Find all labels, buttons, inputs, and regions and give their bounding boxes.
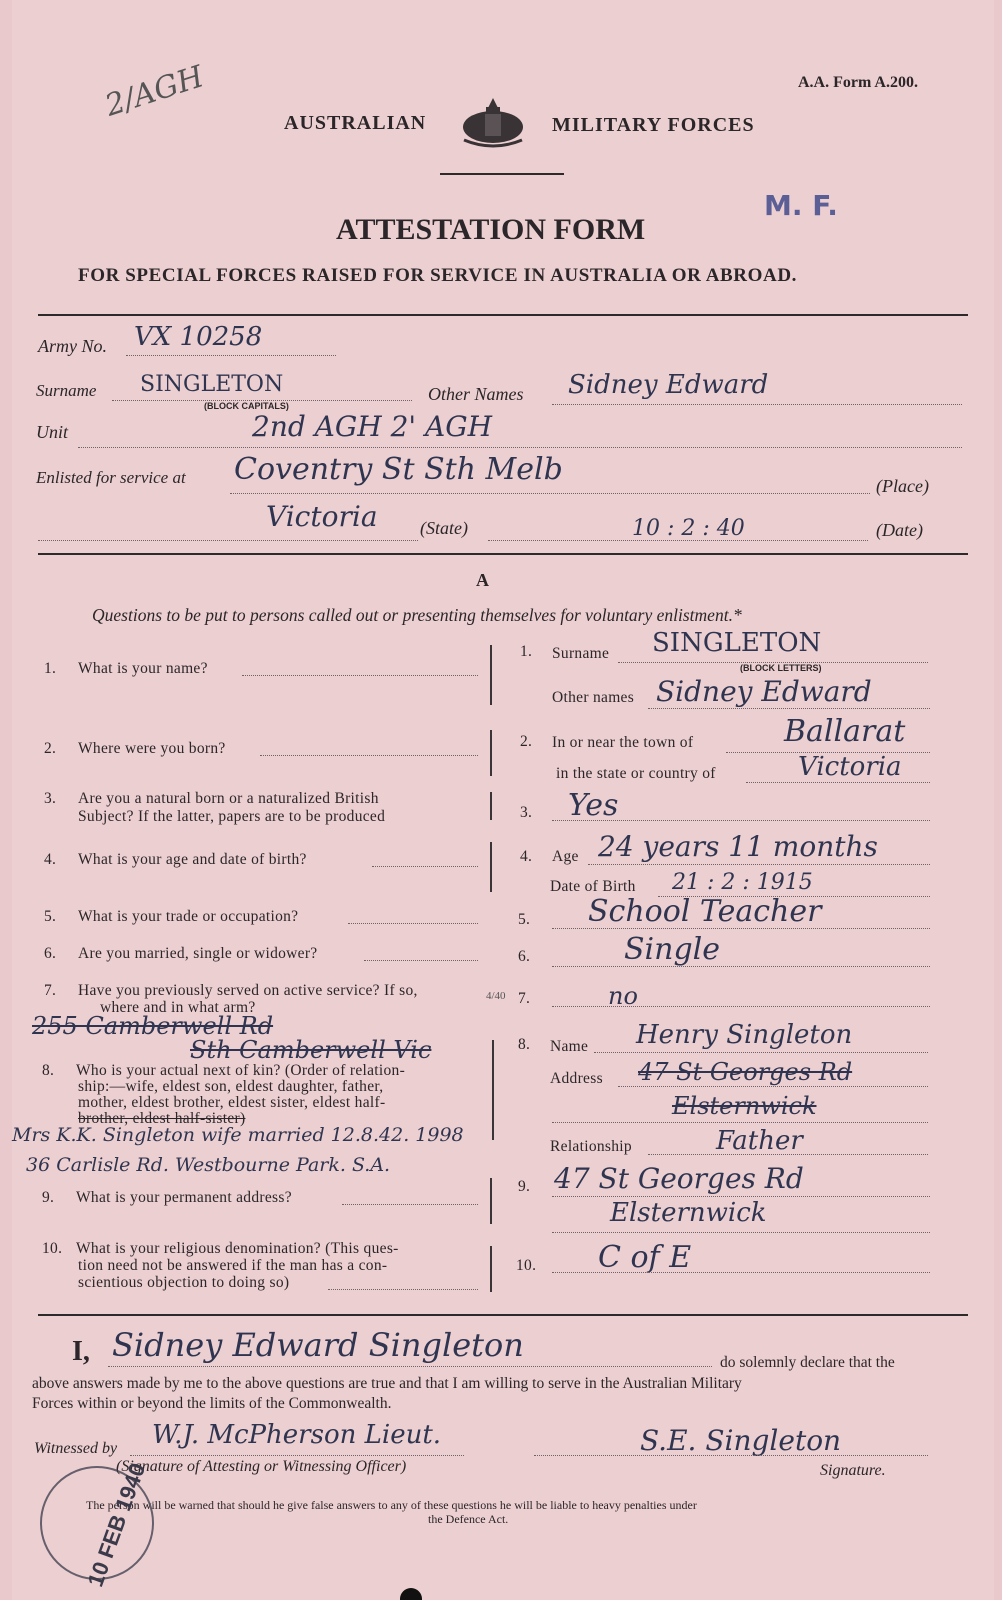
army-no-value: VX 10258	[134, 322, 263, 352]
other-names-label: Other Names	[428, 384, 524, 404]
q8-line2: ship:—wife, eldest son, eldest daughter, father,	[78, 1078, 384, 1095]
a8-relationship-line	[648, 1154, 928, 1155]
q2-leader	[260, 755, 478, 756]
section-rule	[38, 553, 968, 555]
q4-brace	[490, 842, 498, 892]
q8-brace	[492, 1040, 500, 1140]
a4-dob-value: 21 : 2 : 1915	[672, 870, 813, 895]
enlisted-place-value: Coventry St Sth Melb	[234, 452, 563, 487]
a7-number: 7.	[518, 990, 531, 1007]
a1-other-label: Other names	[552, 689, 635, 706]
q7-number: 7.	[44, 982, 57, 999]
a8-address-label: Address	[550, 1070, 603, 1087]
enlisted-date-value: 10 : 2 : 40	[632, 516, 745, 541]
form-subtitle: FOR SPECIAL FORCES RAISED FOR SERVICE IN AUSTRALIA OR ABROAD.	[78, 265, 798, 286]
q10-number: 10.	[42, 1240, 63, 1257]
a2-town-value: Ballarat	[784, 714, 906, 749]
form-code: A.A. Form A.200.	[798, 74, 918, 91]
signature-label: Signature.	[820, 1462, 886, 1479]
q9-brace	[490, 1178, 498, 1224]
place-line	[230, 493, 870, 494]
q1-leader	[242, 675, 478, 676]
a8-relationship-value: Father	[716, 1126, 803, 1156]
date-stamp: 10 FEB 1940	[82, 1459, 151, 1591]
state-label: (State)	[420, 518, 468, 538]
a3-line	[552, 820, 930, 821]
q7-line2: where and in what arm?	[100, 999, 256, 1016]
crossed-address-line2: Sth Camberwell Vic	[190, 1036, 432, 1064]
a10-number: 10.	[516, 1257, 537, 1274]
a5-value: School Teacher	[588, 894, 822, 929]
witness-value: W.J. McPherson Lieut.	[152, 1420, 442, 1450]
q2-brace	[490, 730, 498, 776]
declaration-line1-end: do solemnly declare that the	[720, 1354, 895, 1371]
punch-hole	[400, 1588, 422, 1600]
state-line	[38, 540, 418, 541]
a8-address-line1: 47 St Georges Rd	[638, 1058, 853, 1086]
declaration-name: Sidney Edward Singleton	[112, 1326, 524, 1364]
footer-line1: The person will be warned that should he give false answers to any of these questions he will be liable to heavy penalties under	[86, 1498, 697, 1512]
q9-leader	[342, 1204, 478, 1205]
a1-surname-value: SINGLETON	[652, 628, 822, 658]
a10-value: C of E	[598, 1240, 692, 1275]
unit-label: Unit	[36, 422, 69, 442]
top-annotation: 2/AGH	[101, 59, 208, 124]
a8-name-line	[594, 1052, 928, 1053]
a1-surname-label: Surname	[552, 645, 610, 662]
army-no-label: Army No.	[38, 336, 107, 356]
a8-relationship-label: Relationship	[550, 1138, 632, 1155]
a3-number: 3.	[520, 804, 533, 821]
a9-line-2	[552, 1232, 930, 1233]
a7-value: no	[608, 982, 638, 1010]
q9-text: What is your permanent address?	[76, 1189, 292, 1206]
a2-number: 2.	[520, 733, 533, 750]
q9-number: 9.	[42, 1189, 55, 1206]
q10-line1: What is your religious denomination? (This ques-	[76, 1240, 399, 1257]
q4-text: What is your age and date of birth?	[78, 851, 307, 868]
q8-line1: Who is your actual next of kin? (Order of relation-	[76, 1062, 406, 1079]
header-divider	[440, 173, 564, 175]
a6-value: Single	[624, 932, 721, 967]
enlisted-state-value: Victoria	[266, 500, 378, 533]
army-no-line	[126, 355, 336, 356]
a4-age-label: Age	[552, 848, 579, 865]
a8-name-value: Henry Singleton	[636, 1020, 853, 1050]
attestation-form-page	[12, 0, 994, 1600]
a9-line2: Elsternwick	[610, 1198, 767, 1228]
q1-text: What is your name?	[78, 660, 208, 677]
q8-line4: brother, eldest half-sister)	[78, 1110, 246, 1127]
q10-brace	[490, 1246, 498, 1292]
witness-label: Witnessed by	[34, 1440, 118, 1457]
declaration-rule	[38, 1314, 968, 1316]
a9-line-1	[552, 1196, 930, 1197]
other-names-line	[552, 404, 962, 405]
q6-leader	[364, 960, 478, 961]
a6-line	[552, 966, 930, 967]
header-left: AUSTRALIAN	[284, 112, 427, 134]
a5-number: 5.	[518, 911, 531, 928]
a4-age-line	[588, 864, 930, 865]
margin-fraction: 4/40	[486, 990, 506, 1002]
declaration-name-line	[108, 1366, 712, 1367]
q4-leader	[372, 866, 478, 867]
a1-number: 1.	[520, 643, 533, 660]
mf-stamp: M. F.	[764, 189, 838, 222]
declaration-prefix: I,	[72, 1336, 90, 1367]
form-title: ATTESTATION FORM	[336, 213, 646, 246]
q6-text: Are you married, single or widower?	[78, 945, 318, 962]
nok-annotation-line1: Mrs K.K. Singleton wife married 12.8.42. 1998	[12, 1124, 464, 1146]
a6-number: 6.	[518, 948, 531, 965]
recruit-signature: S.E. Singleton	[640, 1424, 842, 1457]
q1-brace	[490, 645, 498, 705]
declaration-line3: Forces within or beyond the limits of the Commonwealth.	[32, 1395, 392, 1412]
q4-number: 4.	[44, 851, 57, 868]
witness-caption: (Signature of Attesting or Witnessing Officer)	[116, 1458, 407, 1475]
q2-number: 2.	[44, 740, 57, 757]
block-caps-hint: (BLOCK CAPITALS)	[204, 401, 289, 411]
enlisted-label: Enlisted for service at	[36, 468, 186, 487]
unit-value: 2nd AGH 2' AGH	[252, 410, 492, 443]
surname-line	[112, 400, 412, 401]
q1-number: 1.	[44, 660, 57, 677]
q3-number: 3.	[44, 790, 57, 807]
q5-number: 5.	[44, 908, 57, 925]
a8-address-line	[618, 1086, 928, 1087]
q10-line2: tion need not be answered if the man has a con-	[78, 1257, 388, 1274]
q10-leader	[328, 1289, 478, 1290]
q5-text: What is your trade or occupation?	[78, 908, 299, 925]
other-names-value: Sidney Edward	[568, 370, 769, 400]
a10-line	[552, 1272, 930, 1273]
a8-name-label: Name	[550, 1038, 589, 1055]
a4-age-value: 24 years 11 months	[598, 830, 878, 863]
unit-line	[78, 447, 962, 448]
section-letter: A	[476, 570, 489, 590]
q3-line2: Subject? If the latter, papers are to be produced	[78, 808, 386, 825]
a2-state-value: Victoria	[798, 752, 902, 782]
q7-line1: Have you previously served on active service? If so,	[78, 982, 418, 999]
a8-address-line2: Elsternwick	[672, 1092, 817, 1120]
crossed-address-line1: 255 Camberwell Rd	[32, 1012, 274, 1040]
q2-text: Where were you born?	[78, 740, 226, 757]
q8-line3: mother, eldest brother, eldest sister, eldest half-	[78, 1094, 386, 1111]
place-label: (Place)	[876, 476, 929, 496]
a9-number: 9.	[518, 1178, 531, 1195]
date-line	[488, 540, 868, 541]
coat-of-arms-emblem	[458, 96, 528, 150]
top-rule	[38, 314, 968, 316]
nok-annotation-line2: 36 Carlisle Rd. Westbourne Park. S.A.	[26, 1154, 391, 1176]
a2-state-line	[746, 782, 930, 783]
a5-line	[552, 928, 930, 929]
a1-block-letters-hint: (BLOCK LETTERS)	[740, 663, 822, 673]
a2-town-label: In or near the town of	[552, 734, 694, 751]
a4-dob-label: Date of Birth	[550, 878, 636, 895]
signature-line	[534, 1455, 928, 1456]
q8-number: 8.	[42, 1062, 55, 1079]
a7-line	[552, 1006, 930, 1007]
declaration-line2: above answers made by me to the above questions are true and that I am willing to serve in the Australian Military	[32, 1375, 742, 1392]
date-label: (Date)	[876, 520, 923, 540]
a1-surname-line	[618, 662, 928, 663]
header-right: MILITARY FORCES	[552, 114, 755, 136]
a3-value: Yes	[568, 788, 619, 823]
q10-line3: scientious objection to doing so)	[78, 1274, 290, 1291]
a2-state-label: in the state or country of	[556, 765, 716, 782]
a9-line1: 47 St Georges Rd	[554, 1162, 804, 1195]
footer-line2: the Defence Act.	[428, 1512, 509, 1526]
surname-value: SINGLETON	[140, 372, 284, 397]
q3-line1: Are you a natural born or a naturalized British	[78, 790, 379, 807]
q5-leader	[348, 923, 478, 924]
surname-label: Surname	[36, 381, 97, 400]
a8-address-line-2	[552, 1122, 928, 1123]
section-intro: Questions to be put to persons called out or presenting themselves for voluntary enlistment.*	[92, 605, 742, 625]
a1-other-line	[648, 708, 930, 709]
a4-number: 4.	[520, 848, 533, 865]
a8-number: 8.	[518, 1036, 531, 1053]
a1-other-value: Sidney Edward	[656, 675, 872, 708]
q3-brace	[490, 792, 498, 820]
witness-line	[130, 1455, 464, 1456]
q6-number: 6.	[44, 945, 57, 962]
